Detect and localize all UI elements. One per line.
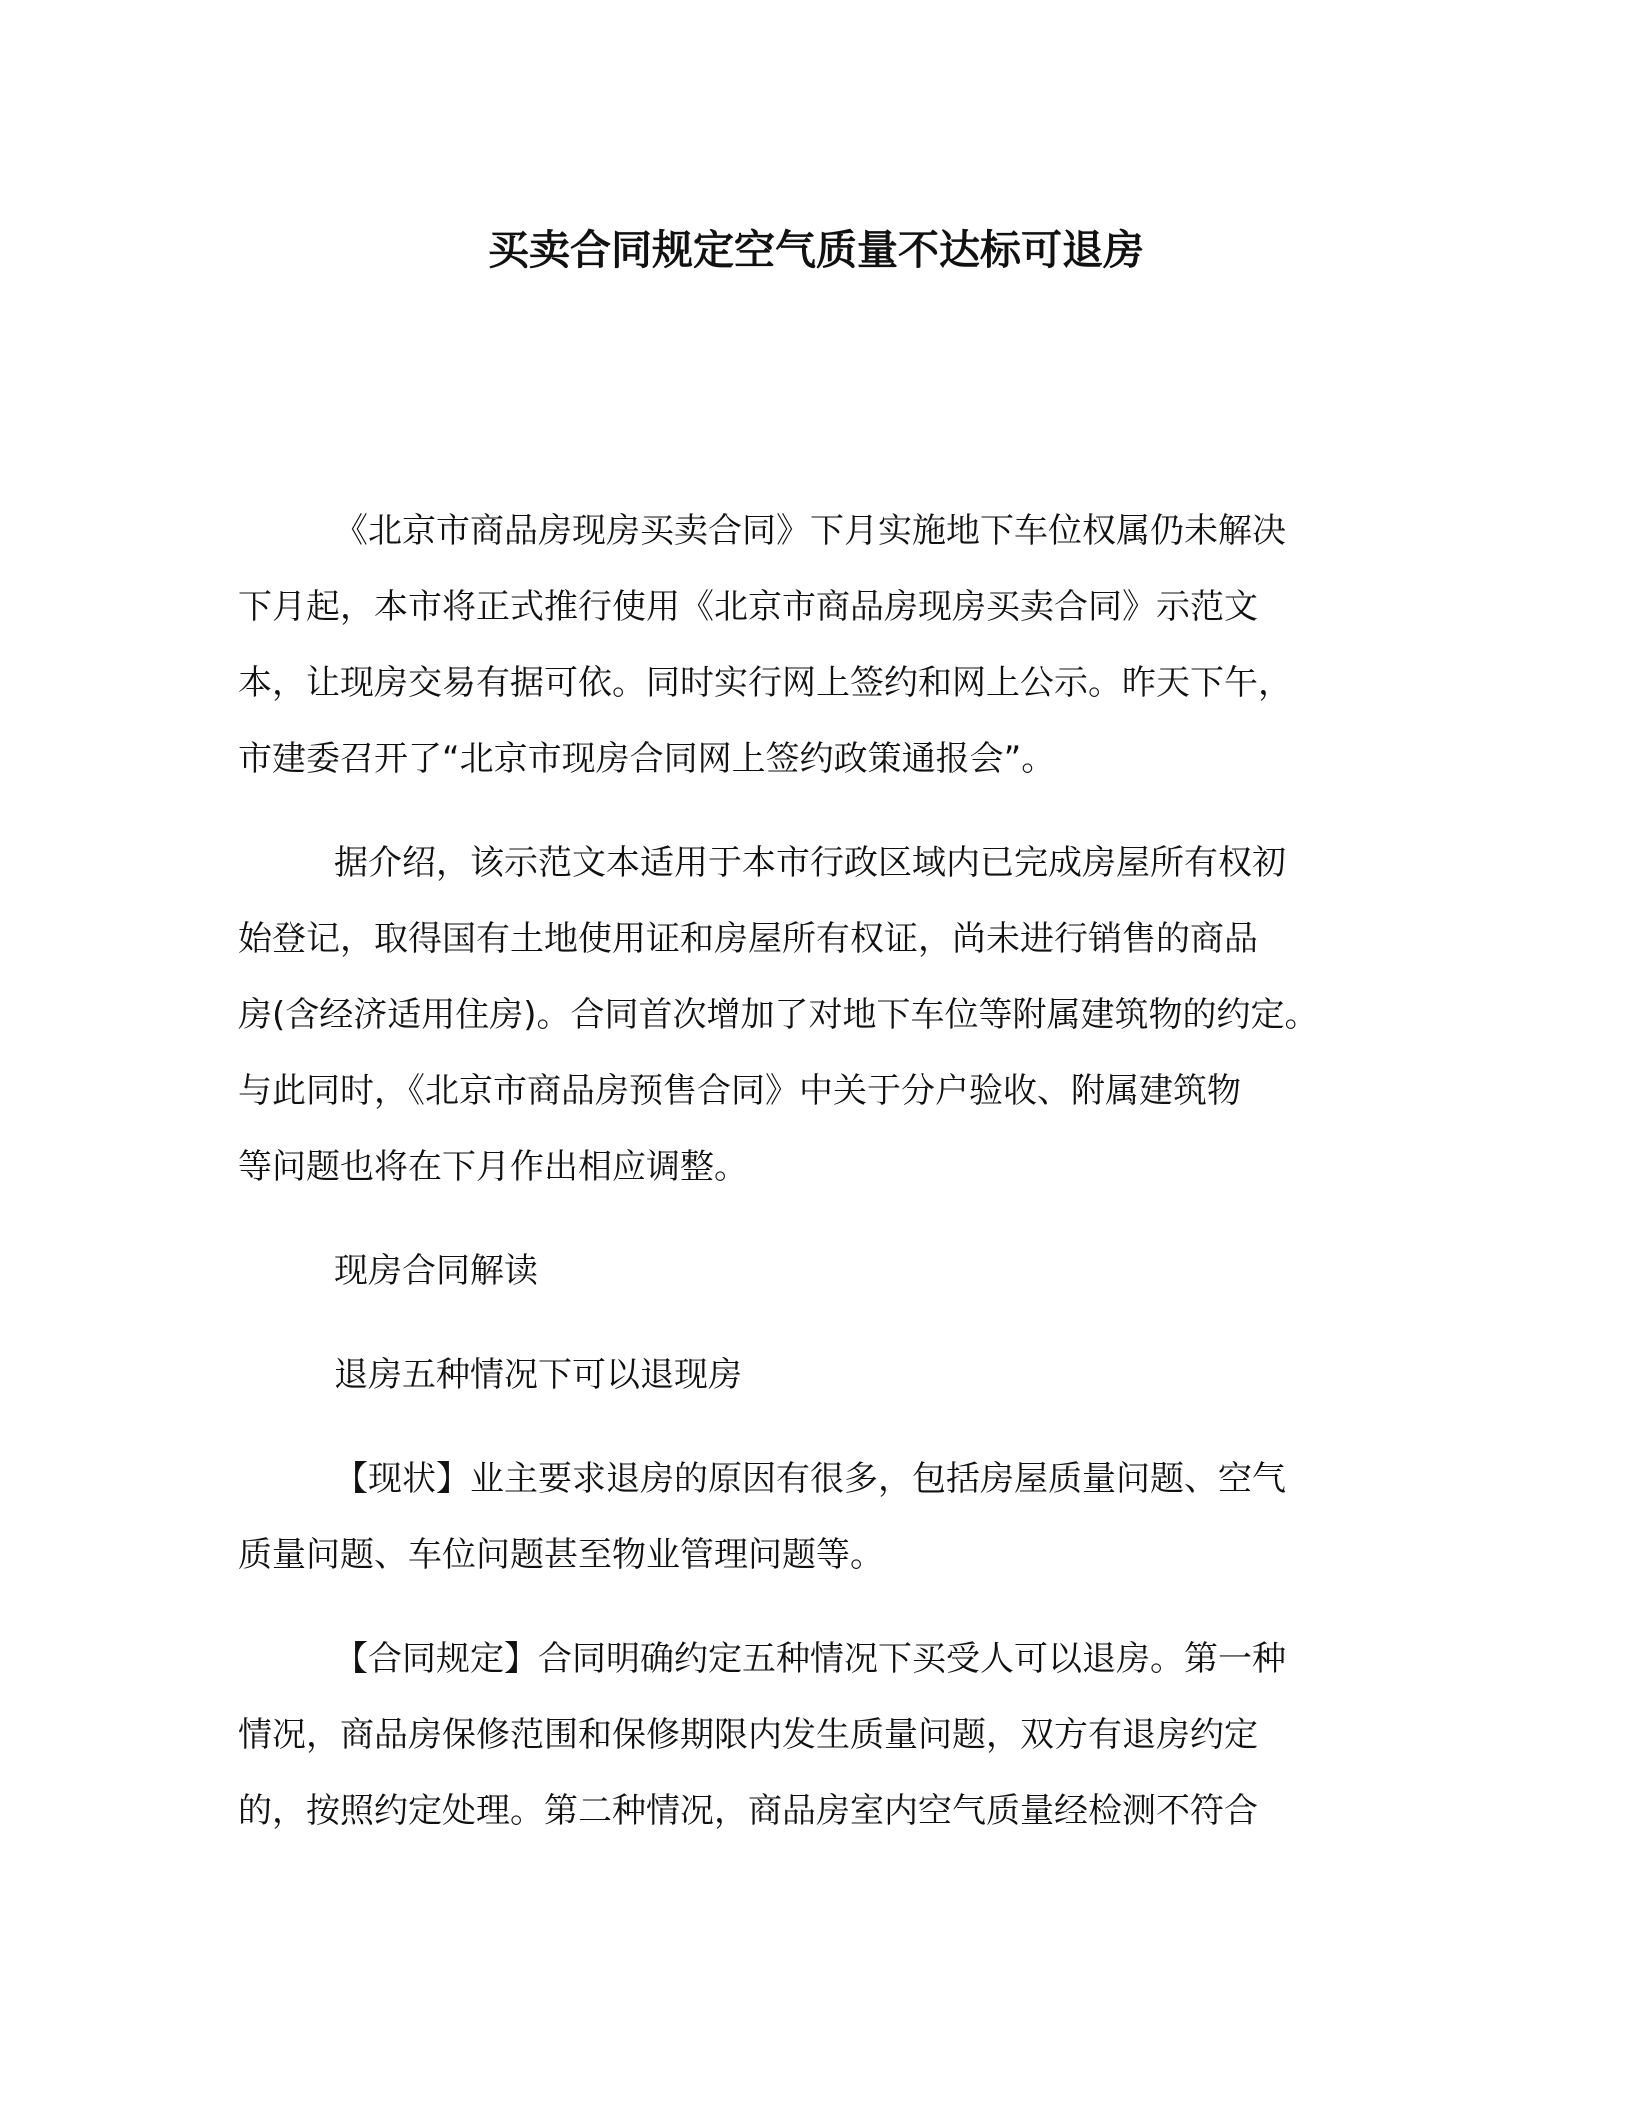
subheading-contract-interpretation: [238, 1233, 1398, 1309]
paragraph-line: 【现状】业主要求退房的原因有很多，包括房屋质量问题、空气: [334, 1459, 1286, 1499]
paragraph-line: 【合同规定】合同明确约定五种情况下买受人可以退房。第一种: [334, 1639, 1286, 1679]
paragraph-line: 退房五种情况下可以退现房: [334, 1355, 742, 1395]
paragraph-line: 《北京市商品房现房买卖合同》下月实施地下车位权属仍未解决: [334, 511, 1286, 551]
document-body: [238, 493, 1398, 1849]
paragraph-line: 始登记，取得国有土地使用证和房屋所有权证，尚未进行销售的商品: [238, 919, 1258, 959]
paragraph-line: 据介绍，该示范文本适用于本市行政区域内已完成房屋所有权初: [334, 843, 1286, 883]
paragraph-line: 与此同时，《北京市商品房预售合同》中关于分户验收、附属建筑物: [238, 1071, 1241, 1111]
paragraph-line: 等问题也将在下月作出相应调整。: [238, 1147, 748, 1187]
paragraph-1: [238, 493, 1398, 797]
subheading-return-conditions: [238, 1337, 1398, 1413]
paragraph-line: 质量问题、车位问题甚至物业管理问题等。: [238, 1535, 884, 1575]
paragraph-line: 现房合同解读: [334, 1251, 538, 1291]
paragraph-line: 本，让现房交易有据可依。同时实行网上签约和网上公示。昨天下午，: [238, 663, 1292, 703]
paragraph-line: 房(含经济适用住房)。合同首次增加了对地下车位等附属建筑物的约定。: [238, 995, 1319, 1035]
paragraph-line: 情况，商品房保修范围和保修期限内发生质量问题，双方有退房约定: [238, 1715, 1258, 1755]
paragraph-line: 市建委召开了“北京市现房合同网上签约政策通报会”。: [238, 739, 1056, 779]
paragraph-contract-provisions: [238, 1621, 1398, 1849]
paragraph-2: [238, 825, 1398, 1205]
document-title: 买卖合同规定空气质量不达标可退房: [488, 226, 1144, 274]
paragraph-line: 下月起，本市将正式推行使用《北京市商品房现房买卖合同》示范文: [238, 587, 1258, 627]
paragraph-status: [238, 1441, 1398, 1593]
paragraph-line: 的，按照约定处理。第二种情况，商品房室内空气质量经检测不符合: [238, 1791, 1258, 1831]
